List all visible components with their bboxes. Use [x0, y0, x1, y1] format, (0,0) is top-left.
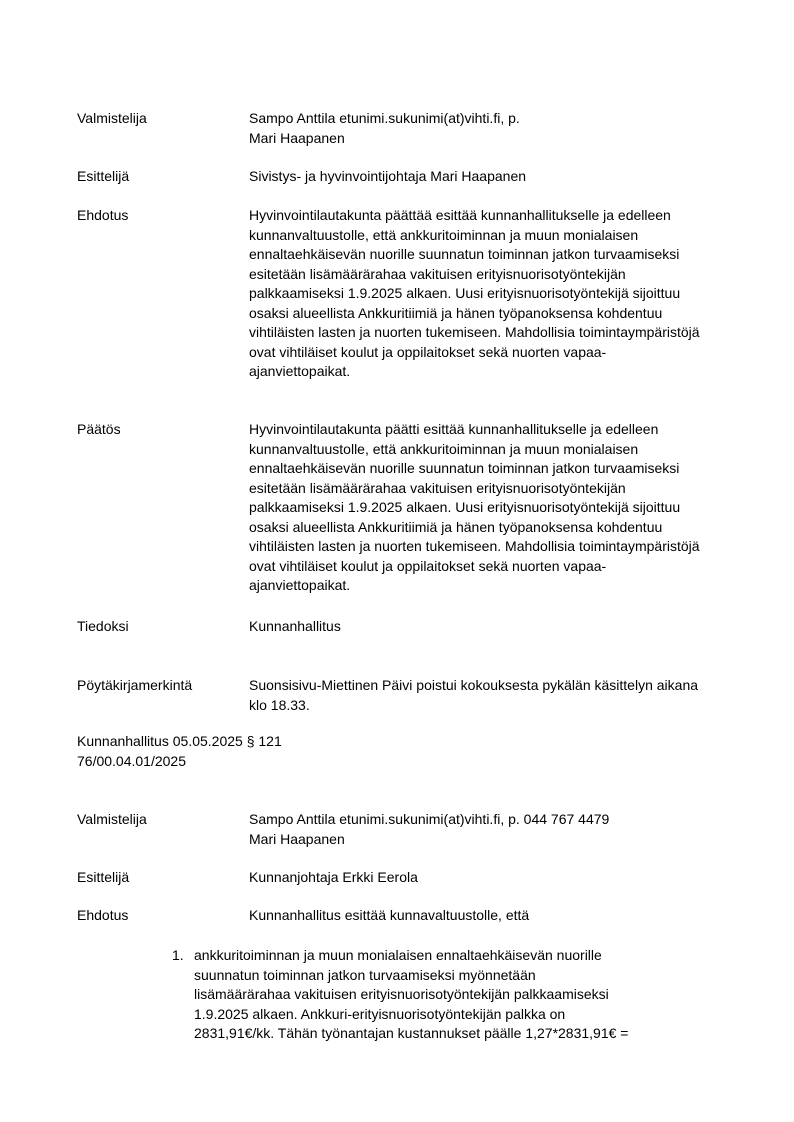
text-line: suunnatun toiminnan jatkon turvaamiseksi myönnetään — [194, 966, 536, 983]
text-line: Sivistys- ja hyvinvointijohtaja Mari Haapanen — [249, 168, 527, 184]
text-line: Sampo Anttila etunimi.sukunimi(at)vihti.fi, p. 044 767 4479 — [249, 811, 610, 827]
paatos-label: Päätös — [77, 421, 121, 437]
valmistelija-label: Valmistelija — [77, 110, 147, 126]
text-line: Kunnanhallitus esittää kunnavaltuustolle, että — [249, 907, 530, 923]
diary-number: 76/00.04.01/2025 — [77, 752, 186, 769]
tiedoksi-content — [249, 617, 737, 637]
text-line: palkkaamiseksi 1.9.2025 alkaen. Uusi erityisnuorisotyöntekijä sijoittuu — [249, 499, 681, 515]
text-line: Kunnanjohtaja Erkki Eerola — [249, 869, 418, 885]
text-line: 1.9.2025 alkaen. Ankkuri-erityisnuorisotyöntekijän palkka on — [194, 1005, 566, 1022]
ehdotus-content-2 — [249, 906, 737, 926]
text-line: klo 18.33. — [249, 696, 310, 713]
text-line: Sampo Anttila etunimi.sukunimi(at)vihti.fi, p. — [249, 110, 520, 126]
esittelija-content-2 — [249, 868, 737, 888]
ehdotus-label-2: Ehdotus — [77, 907, 129, 923]
text-line: osaksi alueellista Ankkuritiimiä ja hänen työpanoksensa kohdentuu — [249, 304, 663, 321]
ehdotus-content — [249, 206, 737, 382]
text-line: kunnanvaltuustolle, että ankkuritoiminnan ja muun monialaisen — [249, 226, 639, 243]
text-line: ennaltaehkäisevän nuorille suunnatun toiminnan jatkon turvaamiseksi — [249, 460, 680, 476]
text-line: Mari Haapanen — [249, 129, 345, 146]
text-line: 2831,91€/kk. Tähän työnantajan kustannukset päälle 1,27*2831,91€ = — [194, 1025, 629, 1041]
item-text — [194, 946, 664, 1044]
text-line: vihtiläisten lasten ja nuorten tukemiseen. Mahdollisia toimintaympäristöjä — [249, 324, 700, 340]
text-line: ovat vihtiläiset koulut ja oppilaitokset sekä nuorten vapaa- — [249, 343, 607, 360]
tiedoksi-label: Tiedoksi — [77, 618, 129, 634]
valmistelija-content-2 — [249, 810, 737, 849]
text-line: ennaltaehkäisevän nuorille suunnatun toiminnan jatkon turvaamiseksi — [249, 246, 680, 262]
esittelija-label-2: Esittelijä — [77, 869, 130, 885]
esittelija-label: Esittelijä — [77, 168, 130, 184]
text-line: ajanviettopaikat. — [249, 577, 351, 593]
esittelija-content — [249, 167, 737, 187]
meeting-heading: Kunnanhallitus 05.05.2025 § 121 — [77, 733, 282, 749]
text-line: Suonsisivu-Miettinen Päivi poistui kokouksesta pykälän käsittelyn aikana — [249, 677, 699, 693]
text-line: kunnanvaltuustolle, että ankkuritoiminnan ja muun monialaisen — [249, 440, 639, 457]
section-heading — [77, 732, 282, 771]
text-line: Hyvinvointilautakunta päätti esittää kunnanhallitukselle ja edelleen — [249, 421, 659, 437]
valmistelija-label-2: Valmistelija — [77, 811, 147, 827]
text-line: osaksi alueellista Ankkuritiimiä ja hänen työpanoksensa kohdentuu — [249, 518, 663, 535]
text-line: ajanviettopaikat. — [249, 363, 351, 379]
item-number: 1. — [172, 947, 184, 963]
text-line: ankkuritoiminnan ja muun monialaisen ennaltaehkäisevän nuorille — [194, 947, 602, 963]
text-line: Mari Haapanen — [249, 830, 345, 847]
text-line: lisämäärärahaa vakituisen erityisnuorisotyöntekijän palkkaamiseksi — [194, 986, 609, 1002]
text-line: esitetään lisämäärärahaa vakituisen erityisnuorisotyöntekijän — [249, 265, 626, 282]
text-line: vihtiläisten lasten ja nuorten tukemiseen. Mahdollisia toimintaympäristöjä — [249, 538, 700, 554]
text-line: Kunnanhallitus — [249, 618, 341, 634]
text-line: ovat vihtiläiset koulut ja oppilaitokset sekä nuorten vapaa- — [249, 557, 607, 574]
text-line: esitetään lisämäärärahaa vakituisen erityisnuorisotyöntekijän — [249, 479, 626, 496]
paatos-content — [249, 420, 737, 596]
text-line: Hyvinvointilautakunta päättää esittää kunnanhallitukselle ja edelleen — [249, 207, 671, 223]
poytakirjamerkinta-content — [249, 676, 737, 715]
ehdotus-label: Ehdotus — [77, 207, 129, 223]
valmistelija-content — [249, 109, 737, 148]
text-line: palkkaamiseksi 1.9.2025 alkaen. Uusi erityisnuorisotyöntekijä sijoittuu — [249, 285, 681, 301]
poytakirjamerkinta-label: Pöytäkirjamerkintä — [77, 677, 193, 693]
